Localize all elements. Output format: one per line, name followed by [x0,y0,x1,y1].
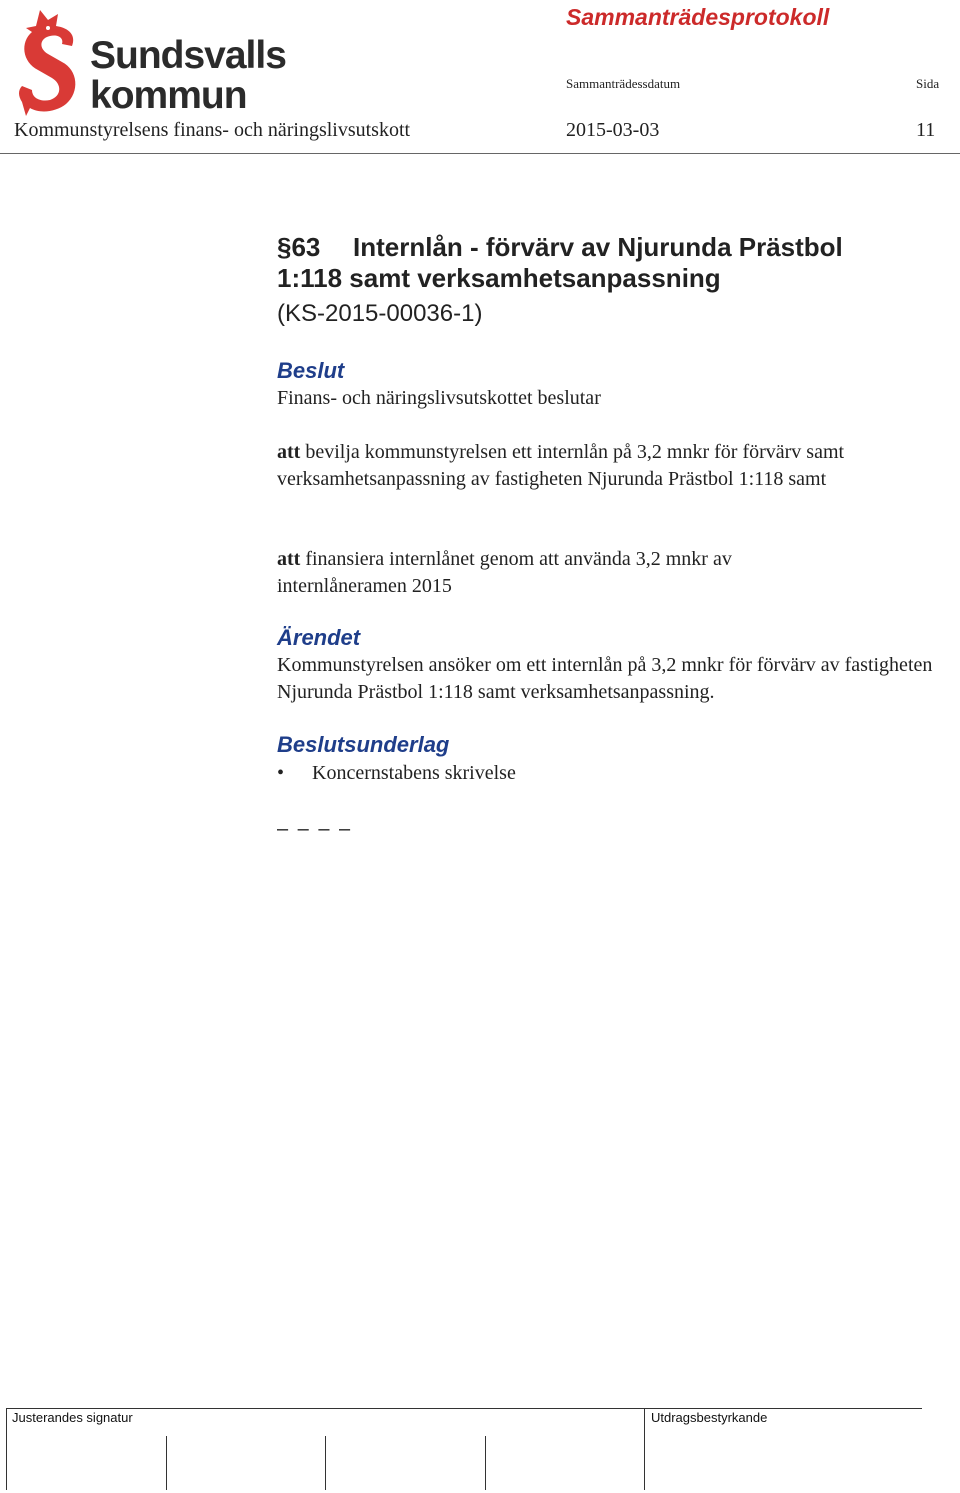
logo-text-line2: kommun [90,74,247,117]
list-item-text: Koncernstabens skrivelse [312,762,516,784]
section-number: §63 [277,232,321,262]
page-label: Sida [916,76,940,91]
section-title [277,232,917,294]
decision-clause [277,439,937,493]
signature-box-divider [325,1436,326,1490]
footer-divider [6,1408,922,1409]
clause-text: bevilja kommunstyrelsen ett internlån på 3,2 mnkr för förvärv samt verksamhetsanpassning av fastigheten Njurunda Prästbol 1:118 samt [277,441,845,490]
extract-label: Utdragsbestyrkande [651,1410,768,1425]
clause-text: finansiera internlånet genom att använda 3,2 mnkr av internlåneramen 2015 [277,548,732,597]
beslut-heading: Beslut [277,358,345,383]
signature-box-divider [166,1436,167,1490]
bullet-icon: • [277,762,285,784]
date-label: Sammanträdessdatum [566,76,681,91]
signature-box-divider [485,1436,486,1490]
end-marker: – – – – [277,818,353,840]
header-divider [0,153,960,154]
decision-clause [277,546,837,600]
footer-box-border [6,1408,7,1490]
beslut-intro: Finans- och näringslivsutskottet beslutar [277,387,601,409]
extract-box-divider [644,1408,645,1490]
dragon-logo-icon [18,6,84,118]
clause-keyword: att [277,441,301,463]
signature-label: Justerandes signatur [12,1410,133,1425]
arendet-heading: Ärendet [277,625,361,650]
case-number: (KS-2015-00036-1) [277,300,483,327]
page-number: 11 [916,119,936,141]
document-type: Sammanträdesprotokoll [566,4,830,30]
list-item [277,762,516,785]
section-title-line2: 1:118 samt verksamhetsanpassning [277,263,721,293]
clause-keyword: att [277,548,301,570]
section-title-line1: Internlån - förvärv av Njurunda Prästbol [353,232,843,262]
committee-name: Kommunstyrelsens finans- och näringslivsutskott [14,119,411,141]
arendet-text: Kommunstyrelsen ansöker om ett internlån på 3,2 mnkr för förvärv av fastigheten Njurunda Prästbol 1:118 samt verksamhetsanpassning. [277,654,933,703]
logo-text-line1: Sundsvalls [90,34,286,77]
meeting-date: 2015-03-03 [566,119,660,141]
beslutsunderlag-heading: Beslutsunderlag [277,732,450,757]
sundsvalls-kommun-logo [18,6,308,118]
